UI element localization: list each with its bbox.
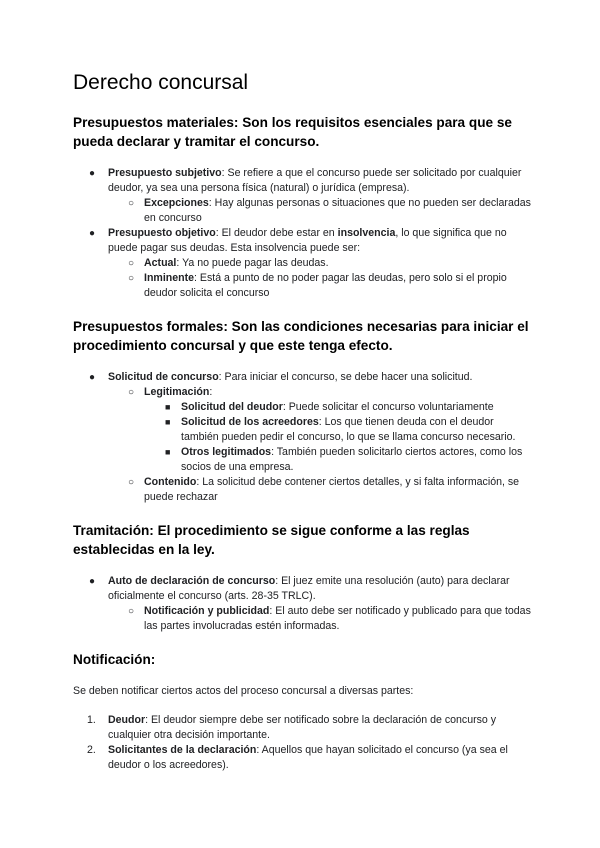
notificacion-list xyxy=(73,713,533,773)
bullet-icon: ● xyxy=(89,372,96,383)
list-item: ○ Legitimación: xyxy=(128,386,213,398)
list-item: ■ Otros legitimados: También pueden solicitarlo ciertos actores, como los socios de una empresa. xyxy=(165,446,523,473)
numbered-item: 1. Deudor: El deudor siempre debe ser notificado sobre la declaración de concurso y cualquier otra decisión importante. xyxy=(87,714,497,741)
circle-bullet-icon: ○ xyxy=(128,606,135,617)
list-item: ○ Actual: Ya no puede pagar las deudas. xyxy=(128,257,329,269)
list-item: ○ Inminente: Está a punto de no poder pagar las deudas, pero solo si el propio deudor solicita el concurso xyxy=(128,272,507,299)
circle-bullet-icon: ○ xyxy=(128,477,135,488)
list-item: ● Presupuesto objetivo: El deudor debe estar en insolvencia, lo que significa que no puede pagar sus deudas. Esta insolvencia puede ser: xyxy=(89,227,507,254)
notificacion-intro: Se deben notificar ciertos actos del proceso concursal a diversas partes: xyxy=(73,685,414,697)
list-item: ■ Solicitud de los acreedores: Los que tienen deuda con el deudor también pueden pedir el concurso, lo que se llama concurso necesario. xyxy=(165,416,516,443)
bullet-icon: ● xyxy=(89,168,96,179)
circle-bullet-icon: ○ xyxy=(128,258,135,269)
item-number: 1. xyxy=(87,714,96,726)
list-item: ● Solicitud de concurso: Para iniciar el concurso, se debe hacer una solicitud. xyxy=(89,371,473,383)
square-bullet-icon: ■ xyxy=(165,402,171,412)
list-item: ■ Solicitud del deudor: Puede solicitar el concurso voluntariamente xyxy=(165,401,494,413)
list-item: ○ Notificación y publicidad: El auto debe ser notificado y publicado para que todas las partes involucradas estén informadas. xyxy=(128,605,531,632)
circle-bullet-icon: ○ xyxy=(128,387,135,398)
section-heading-formales: Presupuestos formales: Son las condiciones necesarias para iniciar el procedimiento concursal y que este tenga efecto. xyxy=(73,319,529,353)
bullet-icon: ● xyxy=(89,576,96,587)
list-item: ● Auto de declaración de concurso: El juez emite una resolución (auto) para declarar oficialmente el concurso (arts. 28-35 TRLC). xyxy=(89,575,510,602)
list-item: ● Presupuesto subjetivo: Se refiere a que el concurso puede ser solicitado por cualquier deudor, ya sea una persona física (natural) o jurídica (empresa). xyxy=(89,167,522,194)
circle-bullet-icon: ○ xyxy=(128,198,135,209)
item-number: 2. xyxy=(87,744,96,756)
formales-list xyxy=(73,370,533,505)
list-item: ○ Contenido: La solicitud debe contener ciertos detalles, y si falta información, se puede rechazar xyxy=(128,476,520,503)
square-bullet-icon: ■ xyxy=(165,417,171,427)
square-bullet-icon: ■ xyxy=(165,447,171,457)
circle-bullet-icon: ○ xyxy=(128,273,135,284)
document-title: Derecho concursal xyxy=(73,71,249,94)
bullet-icon: ● xyxy=(89,228,96,239)
document-page xyxy=(73,70,533,773)
section-heading-notificacion: Notificación: xyxy=(73,652,156,667)
numbered-item: 2. Solicitantes de la declaración: Aquellos que hayan solicitado el concurso (ya sea el deudor o los acreedores). xyxy=(87,744,508,771)
list-item: ○ Excepciones: Hay algunas personas o situaciones que no pueden ser declaradas en concurso xyxy=(128,197,531,224)
materiales-list xyxy=(73,166,533,301)
section-heading-tramitacion: Tramitación: El procedimiento se sigue conforme a las reglas establecidas en la ley. xyxy=(73,523,470,557)
section-heading-materiales: Presupuestos materiales: Son los requisitos esenciales para que se pueda declarar y tramitar el concurso. xyxy=(73,115,512,149)
tramitacion-list xyxy=(73,574,533,634)
